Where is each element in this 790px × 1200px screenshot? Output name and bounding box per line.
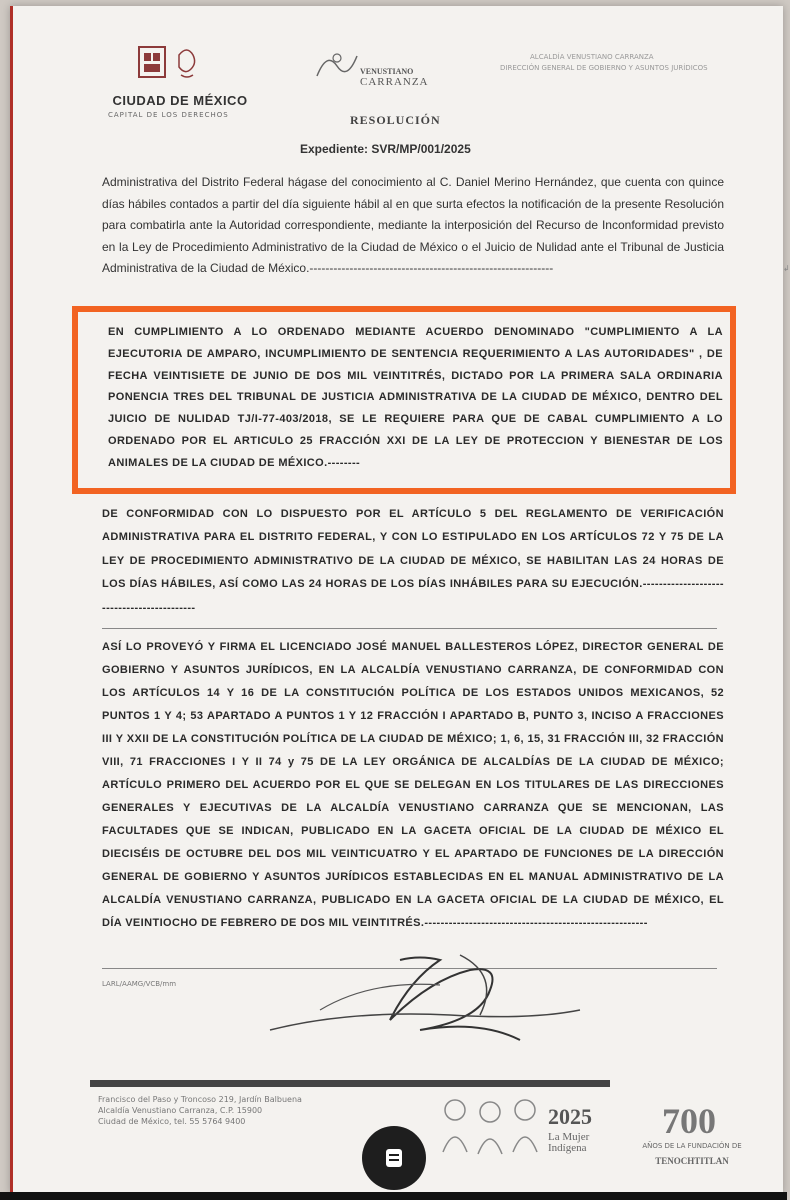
alcaldia-name-line2: CARRANZA [360, 76, 429, 88]
margin-mark: ↲ [783, 264, 790, 273]
divider [102, 628, 717, 629]
paragraph-notification: Administrativa del Distrito Federal hágase del conocimiento al C. Daniel Merino Hernández, que cuenta con quince días hábiles contados a partir del día siguiente hábil al en que surta efectos la notificación de la presente Resolución para combatirla ante la Autoridad correspondiente, mediante la interposición del Recurso de Inconformidad previsto en la Ley de Procedimiento Administrativo de la Ciudad de México o el Juicio de Nulidad ante el Tribunal de Justicia Administrativa de la Ciudad de México.------------------------------------------------------------- [102, 175, 724, 276]
footer-band [90, 1080, 610, 1087]
floating-action-button[interactable] [362, 1126, 426, 1190]
initials: LARL/AAMG/VCB/mm [102, 980, 177, 988]
anniversary-subtitle: AÑOS DE LA FUNDACIÓN DE [642, 1142, 742, 1150]
paragraph-enabling-hours: DE CONFORMIDAD CON LO DISPUESTO POR EL ARTÍCULO 5 DEL REGLAMENTO DE VERIFICACIÓN ADMINISTRATIVA PARA EL DISTRITO FEDERAL, Y CON LO ESTIPULADO EN LOS ARTÍCULOS 72 Y 75 DE LA LEY DE PROCEDIMIENTO ADMINISTRATIVO DE LA CIUDAD DE MÉXICO, SE HABILITAN LAS 24 HORAS DE LOS DÍAS HÁBILES, ASÍ COMO LAS 24 HORAS DE LOS DÍAS INHÁBILES PARA SU EJECUCIÓN.------------------------------------------- [102, 508, 724, 614]
year-subtitle-line1: La Mujer [548, 1131, 590, 1143]
anniversary-logo [632, 1100, 752, 1165]
address-line: Alcaldía Venustiano Carranza, C.P. 15900 [98, 1106, 263, 1115]
city-name: CIUDAD DE MÉXICO [112, 93, 248, 108]
document-icon [383, 1147, 405, 1169]
department-line2: DIRECCIÓN GENERAL DE GOBIERNO Y ASUNTOS JURÍDICOS [500, 64, 708, 72]
city-subtitle: CAPITAL DE LOS DERECHOS [108, 111, 229, 119]
address-line: Francisco del Paso y Troncoso 219, Jardín Balbuena [98, 1095, 302, 1104]
footer-address [98, 1094, 302, 1127]
anniversary-name: TENOCHTITLAN [655, 1156, 729, 1166]
cdmx-emblem-icon [135, 45, 205, 90]
alcaldia-logo [312, 42, 472, 102]
paragraph-signature-authority: ASÍ LO PROVEYÓ Y FIRMA EL LICENCIADO JOSÉ MANUEL BALLESTEROS LÓPEZ, DIRECTOR GENERAL DE GOBIERNO Y ASUNTOS JURÍDICOS, EN LA ALCALDÍA VENUSTIANO CARRANZA, DE CONFORMIDAD CON LOS ARTÍCULOS 14 Y 16 DE LA CONSTITUCIÓN POLÍTICA DE LOS ESTADOS UNIDOS MEXICANOS, 52 PUNTOS 1 Y 4; 53 APARTADO A PUNTOS 1 Y 12 FRACCIÓN I APARTADO B, PUNTO 3, INCISO A FRACCIONES III Y XXII DE LA CONSTITUCIÓN POLÍTICA DE LA CIUDAD DE MÉXICO; 1, 6, 15, 31 FRACCIÓN III, 32 FRACCIÓN VIII, 71 FRACCIONES I Y II 74 y 75 DE LA LEY ORGÁNICA DE ALCALDÍAS DE LA CIUDAD DE MÉXICO; ARTÍCULO PRIMERO DEL ACUERDO POR EL QUE SE DELEGAN EN LOS TITULARES DE LAS DIRECCIONES GENERALES Y EJECUTIVAS DE LA ALCALDÍA VENUSTIANO CARRANZA QUE SE MENCIONAN, LAS FACULTADES QUE SE INDICAN, PUBLICADO EN LA GACETA OFICIAL DE LA CIUDAD DE MÉXICO EL DIECISÉIS DE OCTUBRE DEL DOS MIL VEINTICUATRO Y EL APARTADO DE FUNCIONES DE LA DIRECCIÓN GENERAL DE GOBIERNO Y ASUNTOS JURÍDICOS ESTABLECIDAS EN EL MANUAL ADMINISTRATIVO DE LA ALCALDÍA VENUSTIANO CARRANZA, PUBLICADO EN LA GACETA OFICIAL DE LA CIUDAD DE MÉXICO, EL DÍA VEINTIOCHO DE FEBRERO DE DOS MIL VEINTITRÉS.------------------------------------------------------- [102, 641, 724, 929]
paragraph-compliance: EN CUMPLIMIENTO A LO ORDENADO MEDIANTE ACUERDO DENOMINADO "CUMPLIMIENTO A LA EJECUTORIA DE AMPARO, INCUMPLIMIENTO DE SENTENCIA REQUERIMIENTO A LAS AUTORIDADES" , DE FECHA VEINTISIETE DE JUNIO DE DOS MIL VEINTITRÉS, DICTADO POR LA PRIMERA SALA ORDINARIA PONENCIA TRES DEL TRIBUNAL DE JUSTICIA ADMINISTRATIVA DE LA CIUDAD DE MÉXICO, DENTRO DEL JUICIO DE NULIDAD TJ/I-77-403/2018, SE LE REQUIERE PARA QUE DE CABAL CUMPLIMIENTO A LO ORDENADO POR EL ARTICULO 25 FRACCIÓN XXI DE LA LEY DE PROTECCION Y BIENESTAR DE LOS ANIMALES DE LA CIUDAD DE MÉXICO.-------- [108, 326, 723, 469]
anniversary-number: 700 [662, 1101, 716, 1141]
year-subtitle [548, 1132, 589, 1154]
year-label: 2025 [548, 1104, 592, 1129]
indigenous-women-illustration-icon [435, 1092, 545, 1162]
alcaldia-name [360, 66, 429, 88]
cdmx-logo [100, 45, 250, 125]
bottom-strip [0, 1192, 787, 1200]
case-number: Expediente: SVR/MP/001/2025 [300, 142, 471, 156]
alcaldia-emblem-icon [312, 46, 362, 86]
document-title: RESOLUCIÓN [350, 113, 441, 127]
department-line1: ALCALDÍA VENUSTIANO CARRANZA [530, 53, 654, 61]
year-subtitle-line2: Indígena [548, 1142, 587, 1154]
address-line: Ciudad de México, tel. 55 5764 9400 [98, 1117, 246, 1126]
alcaldia-name-line1: VENUSTIANO [360, 67, 414, 76]
department-header [500, 52, 760, 74]
signature-icon [260, 950, 590, 1050]
